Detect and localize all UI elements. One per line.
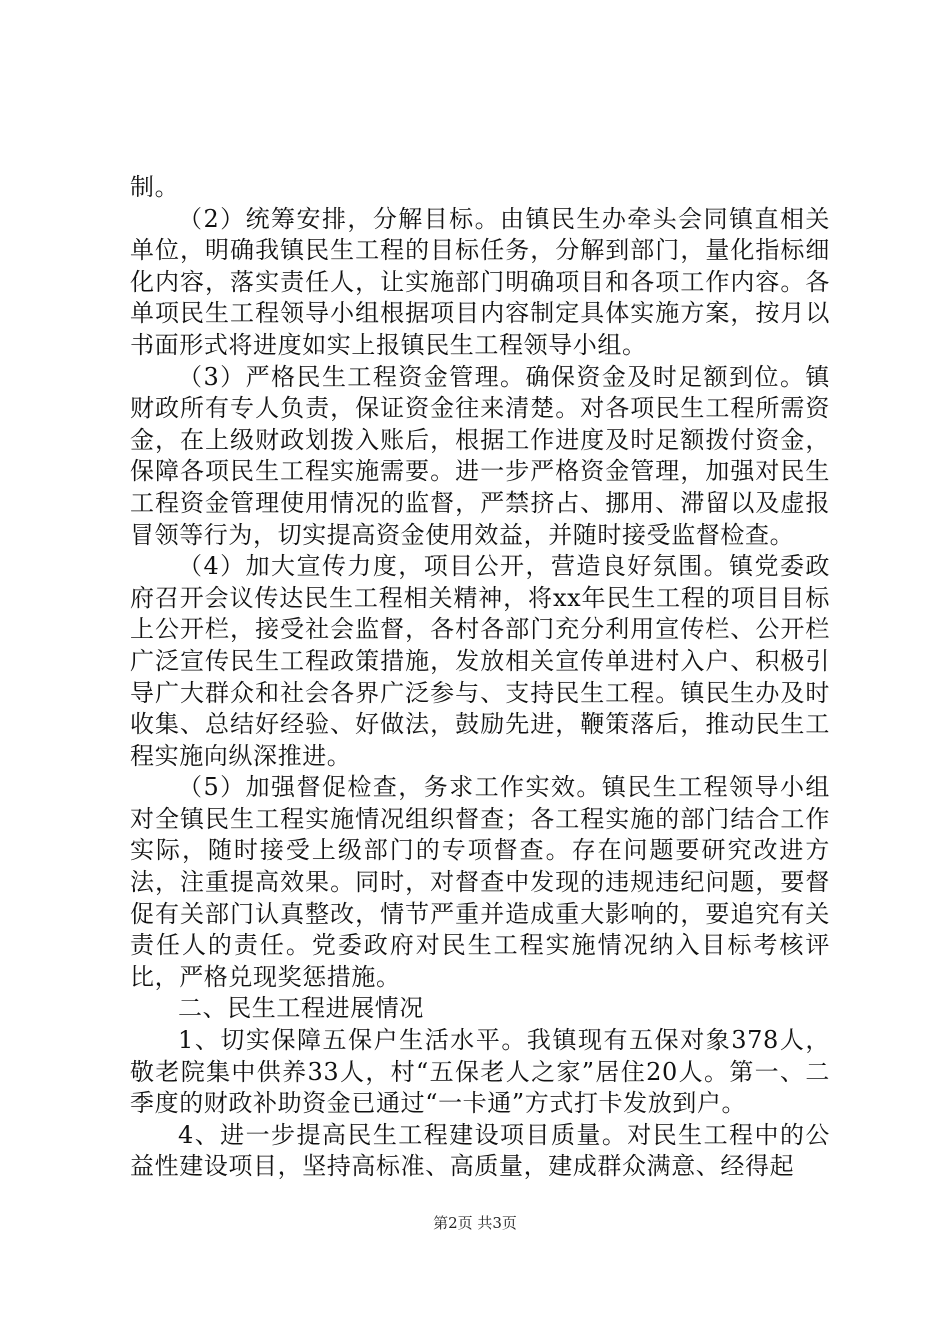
document-body — [130, 172, 830, 1183]
page-number-footer: 第2页 共3页 — [433, 1214, 517, 1232]
section-heading: 二、民生工程进展情况 — [178, 994, 424, 1023]
paragraph-item-3: （3）严格民生工程资金管理。确保资金及时足额到位。镇财政所有专人负责，保证资金往来清楚。对各项民生工程所需资金，在上级财政划拨入账后，根据工作进度及时足额拨付资金，保障各项民生工程实施需要。进一步严格资金管理，加强对民生工程资金管理使用情况的监督，严禁挤占、挪用、滞留以及虚报冒领等行为，切实提高资金使用效益，并随时接受监督检查。 — [130, 362, 830, 549]
paragraph-item-5: （5）加强督促检查，务求工作实效。镇民生工程领导小组对全镇民生工程实施情况组织督查；各工程实施的部门结合工作实际，随时接受上级部门的专项督查。存在问题要研究改进方法，注重提高效果。同时，对督查中发现的违规违纪问题，要督促有关部门认真整改，情节严重并造成重大影响的，要追究有关责任人的责任。党委政府对民生工程实施情况纳入目标考核评比，严格兑现奖惩措施。 — [130, 773, 830, 991]
paragraph-item-4: （4）加大宣传力度，项目公开，营造良好氛围。镇党委政府召开会议传达民生工程相关精神，将xx年民生工程的项目目标上公开栏，接受社会监督，各村各部门充分利用宣传栏、公开栏广泛宣传民生工程政策措施，发放相关宣传单进村入户、积极引导广大群众和社会各界广泛参与、支持民生工程。镇民生办及时收集、总结好经验、好做法，鼓励先进，鞭策落后，推动民生工程实施向纵深推进。 — [130, 552, 830, 770]
paragraph-progress-1: 1、切实保障五保户生活水平。我镇现有五保对象378人，敬老院集中供养33人，村“五保老人之家”居住20人。第一、二季度的财政补助资金已通过“一卡通”方式打卡发放到户。 — [130, 1026, 830, 1118]
paragraph-item-2: （2）统筹安排，分解目标。由镇民生办牵头会同镇直相关单位，明确我镇民生工程的目标任务，分解到部门，量化指标细化内容，落实责任人，让实施部门明确项目和各项工作内容。各单项民生工程领导小组根据项目内容制定具体实施方案，按月以书面形式将进度如实上报镇民生工程领导小组。 — [130, 204, 830, 359]
paragraph-continuation: 制。 — [130, 173, 180, 201]
paragraph-progress-4: 4、进一步提高民生工程建设项目质量。对民生工程中的公益性建设项目，坚持高标准、高质量，建成群众满意、经得起 — [130, 1120, 830, 1181]
